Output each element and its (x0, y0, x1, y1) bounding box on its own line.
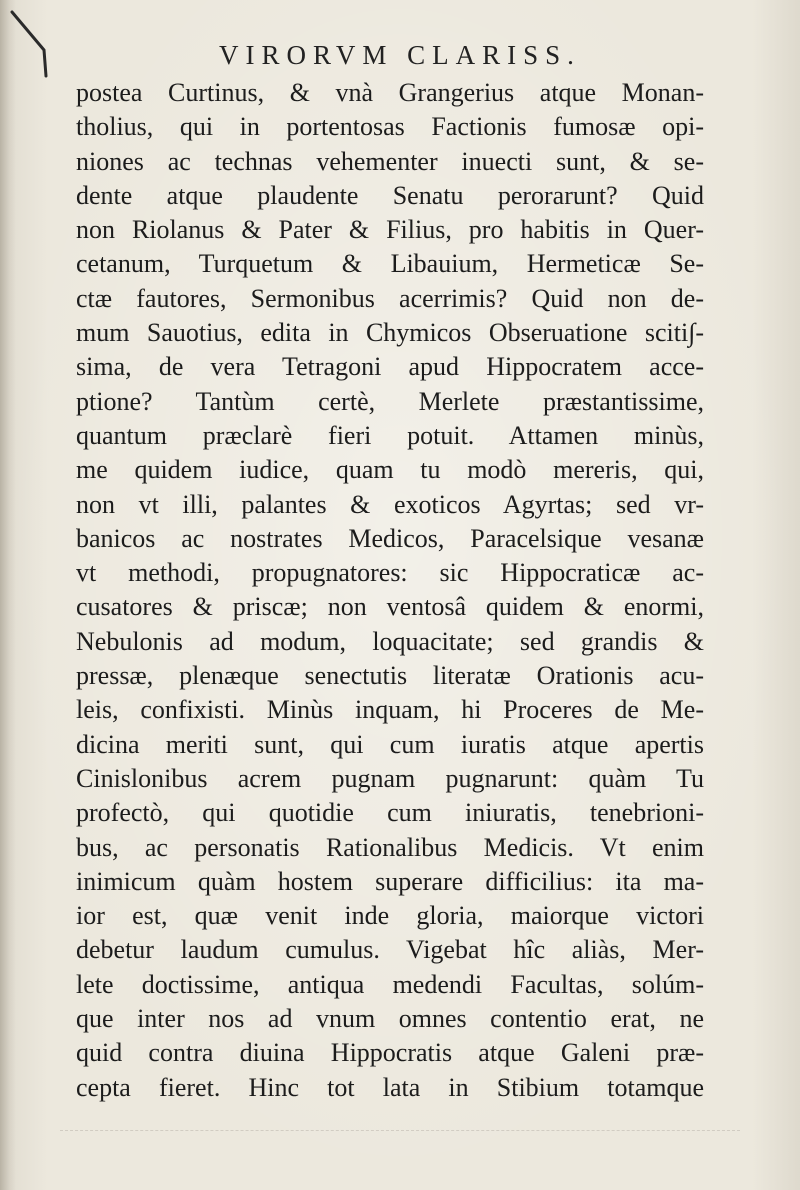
text-line: me quidem iudice, quam tu modò mereris, qui, (76, 455, 704, 485)
text-line: sima, de vera Tetragoni apud Hippocratem acce- (76, 352, 704, 382)
text-line: mum Sauotius, edita in Chymicos Obseruatione sciti∫- (76, 318, 704, 348)
text-line: quid contra diuina Hippocratis atque Galeni præ- (76, 1038, 704, 1068)
text-line: Nebulonis ad modum, loquacitate; sed grandis & (76, 626, 704, 656)
text-line: non vt illi, palantes & exoticos Agyrtas; sed vr- (76, 489, 704, 519)
bottom-page-shadow (60, 1130, 740, 1132)
text-line: Cinislonibus acrem pugnam pugnarunt: quàm Tu (76, 763, 704, 793)
text-line: profectò, qui quotidie cum iniuratis, tenebrioni- (76, 798, 704, 828)
text-line: dicina meriti sunt, qui cum iuratis atque apertis (76, 729, 704, 759)
text-line: cusatores & priscæ; non ventosâ quidem & enormi, (76, 592, 704, 622)
text-line: banicos ac nostrates Medicos, Paracelsique vesanæ (76, 523, 704, 553)
text-line: cepta fieret. Hinc tot lata in Stibium totamque (76, 1072, 704, 1102)
text-line: quantum præclarè fieri potuit. Attamen minùs, (76, 420, 704, 450)
text-line: lete doctissime, antiqua medendi Facultas, solúm- (76, 969, 704, 999)
text-line: pressæ, plenæque senectutis literatæ Orationis acu- (76, 661, 704, 691)
text-line: ior est, quæ venit inde gloria, maiorque victori (76, 901, 704, 931)
text-line: ctæ fautores, Sermonibus acerrimis? Quid non de- (76, 283, 704, 313)
body-text (76, 76, 704, 1105)
text-line: leis, confixisti. Minùs inquam, hi Proceres de Me- (76, 695, 704, 725)
text-line: cetanum, Turquetum & Libauium, Hermeticæ Se- (76, 249, 704, 279)
text-line: ptione? Tantùm certè, Merlete præstantissime, (76, 386, 704, 416)
text-line: niones ac technas vehementer inuecti sunt, & se- (76, 146, 704, 176)
text-line: bus, ac personatis Rationalibus Medicis. Vt enim (76, 832, 704, 862)
page-binding-edge (0, 0, 16, 1190)
text-line: non Riolanus & Pater & Filius, pro habitis in Quer- (76, 215, 704, 245)
text-line: vt methodi, propugnatores: sic Hippocraticæ ac- (76, 558, 704, 588)
text-line: tholius, qui in portentosas Factionis fumosæ opi- (76, 112, 704, 142)
text-line: debetur laudum cumulus. Vigebat hîc aliàs, Mer- (76, 935, 704, 965)
text-line: que inter nos ad vnum omnes contentio erat, ne (76, 1004, 704, 1034)
text-line: postea Curtinus, & vnà Grangerius atque Monan- (76, 78, 704, 107)
text-line: inimicum quàm hostem superare difficilius: ita ma- (76, 866, 704, 896)
text-line: dente atque plaudente Senatu perorarunt? Quid (76, 180, 704, 210)
running-head: VIRORVM CLARISS. (219, 40, 581, 70)
